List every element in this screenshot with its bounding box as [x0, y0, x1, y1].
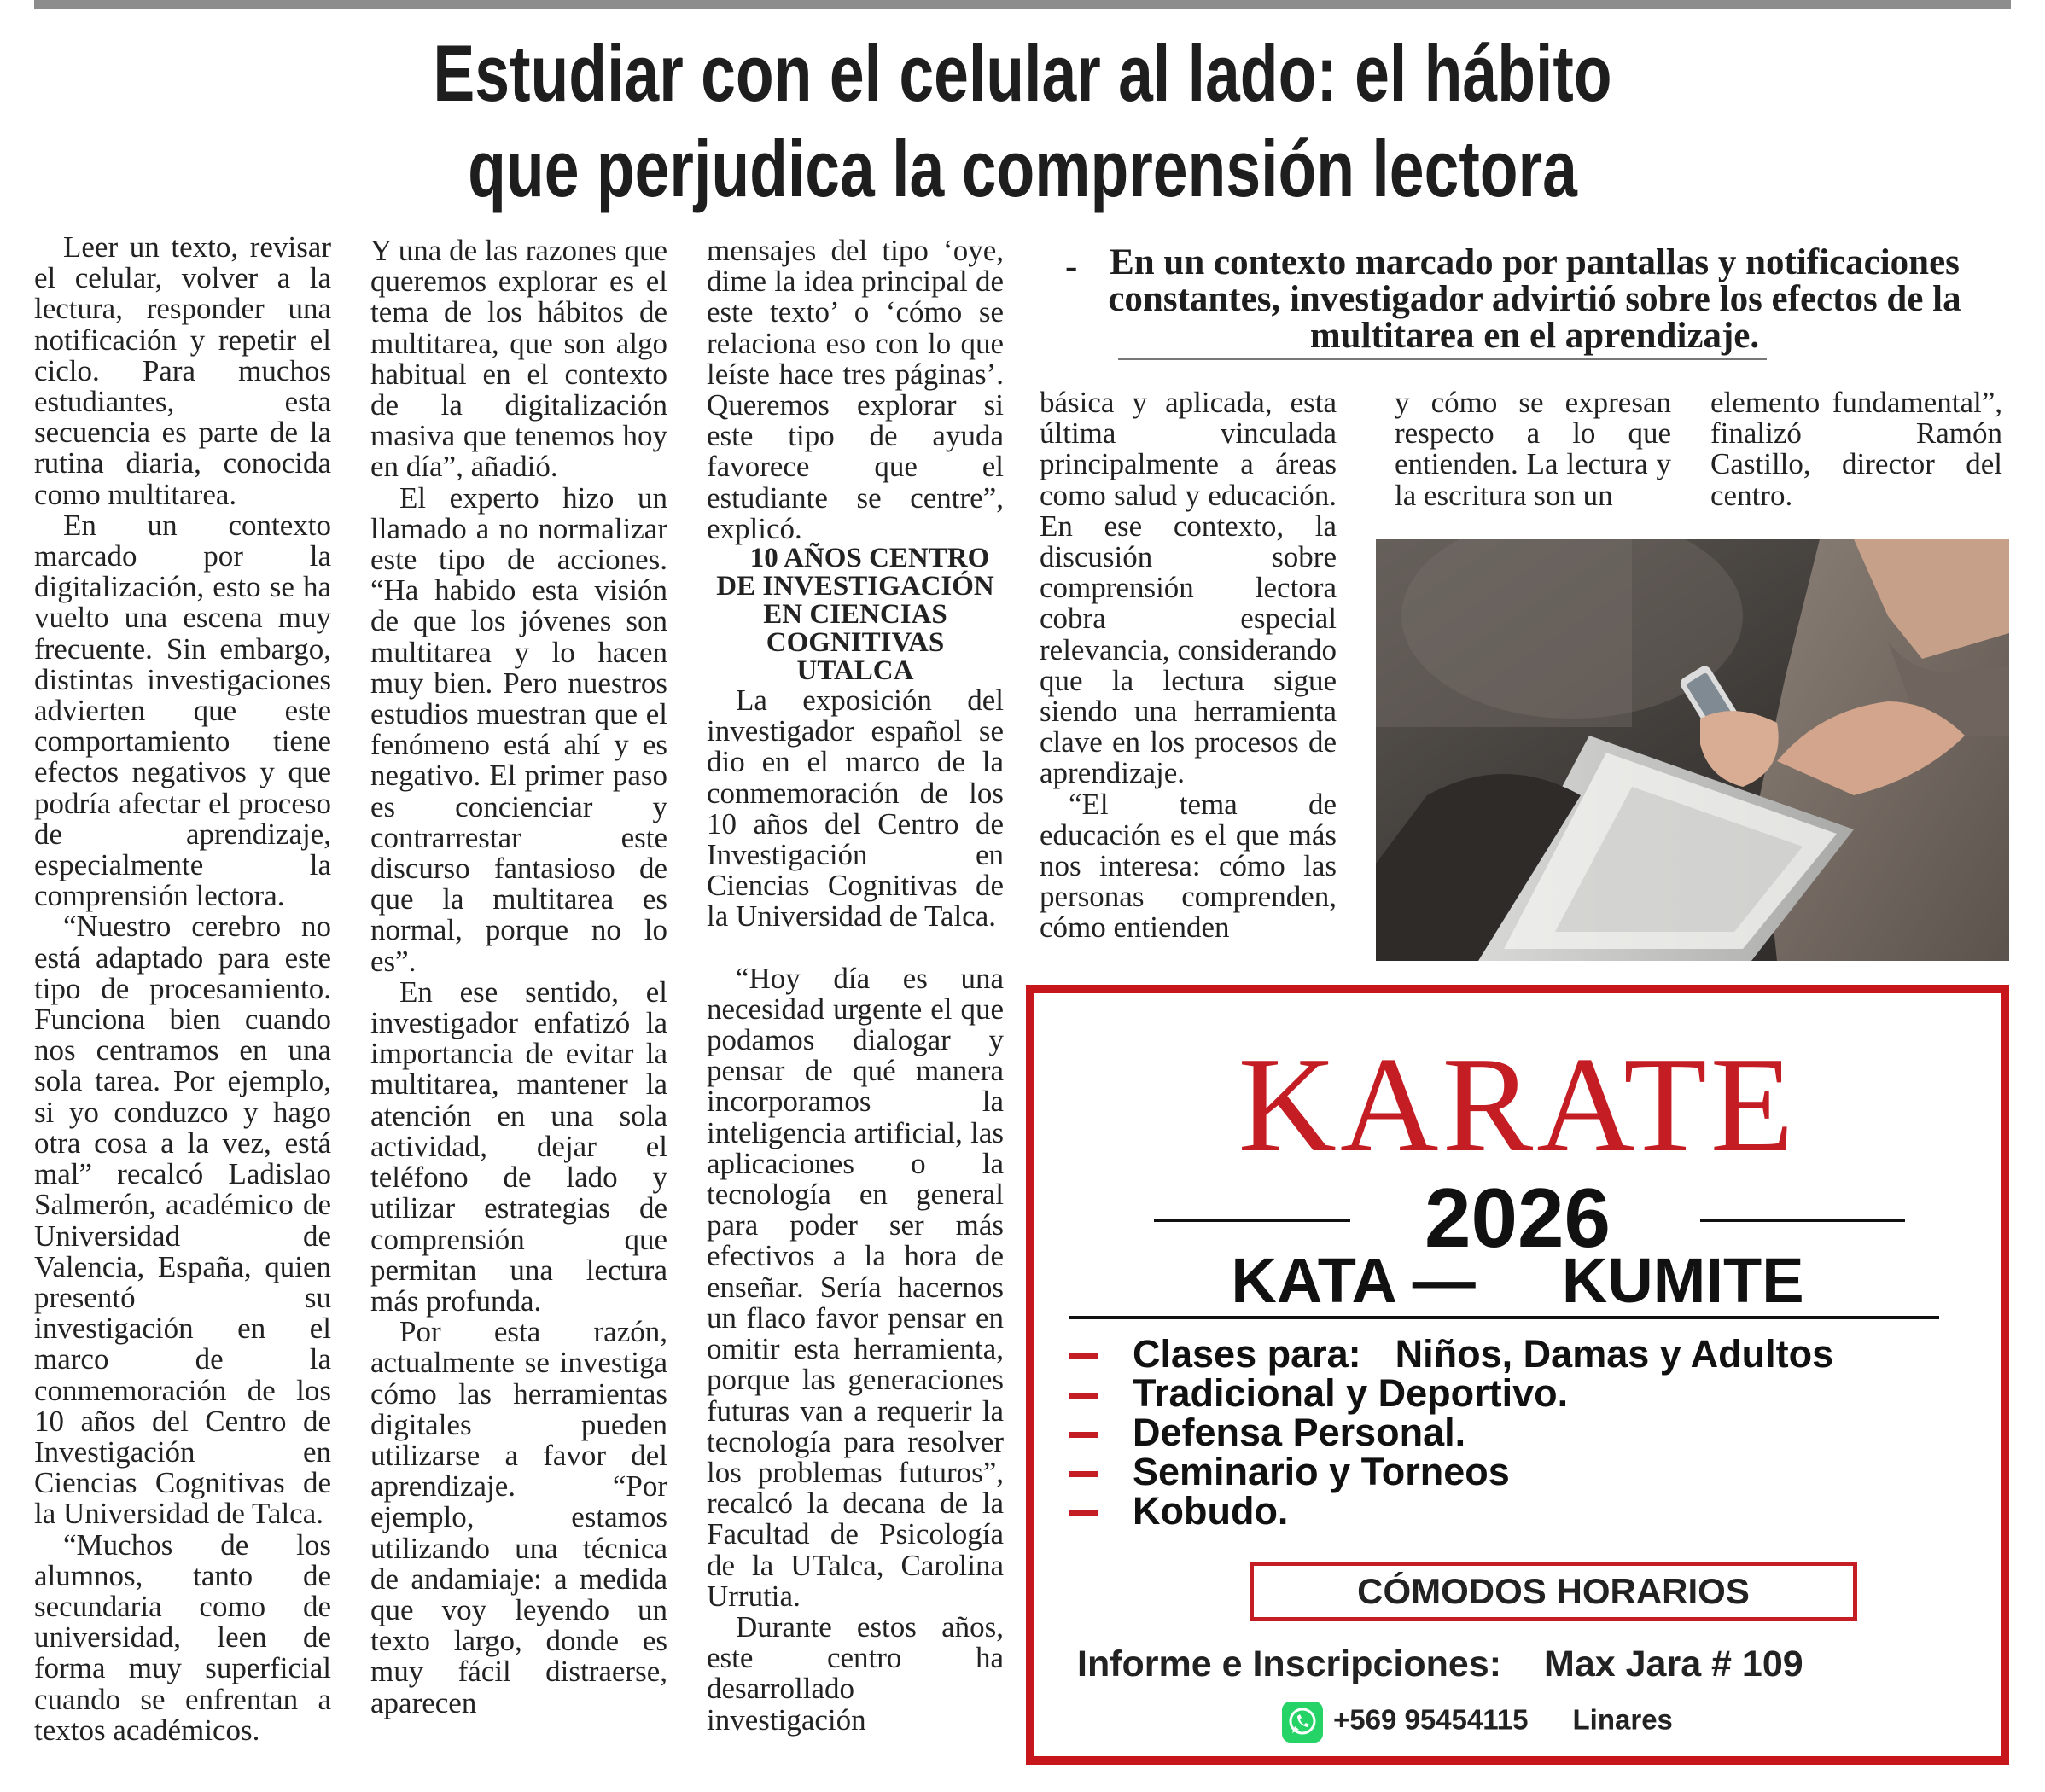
bullet-dash-icon [1069, 1393, 1098, 1399]
article-column-2 [370, 236, 667, 1719]
article-column-1 [34, 232, 331, 1746]
paragraph: En un contexto marcado por la digitalización, esto se ha vuelto una escena muy frecuente. Sin embargo, distintas investigaciones advierten que este comportamiento tiene efectos negativos y que podría afectar el proceso de aprendizaje, especialmente la comprensión lectora. [34, 508, 331, 913]
ad-address: Max Jara # 109 [1544, 1644, 1803, 1684]
paragraph: Por esta razón, actualmente se investiga cómo las herramientas digitales pueden utilizarse a favor del aprendizaje. “Por ejemplo, estamos utilizando una técnica de andamiaje: a medida que voy leyendo un texto largo, donde es muy fácil distraerse, aparecen [370, 1315, 667, 1719]
ad-kata: KATA [1231, 1245, 1395, 1316]
paragraph: mensajes del tipo ‘oye, dime la idea principal de este texto’ o ‘cómo se relaciona eso con lo que leíste hace tres páginas’. Queremos explorar si este tipo de ayuda favorece que el estudiante se centre”, explicó. [707, 234, 1004, 545]
paragraph: “Muchos de los alumnos, tanto de secundaria como de universidad, leen de forma muy superficial cuando se enfrentan a textos académicos. [34, 1527, 331, 1747]
bullet-dash-icon [1069, 1432, 1098, 1438]
article-photo [1376, 539, 2009, 961]
list-item: Kobudo. [1069, 1492, 1833, 1531]
bullet-dash-icon [1069, 1510, 1098, 1516]
article-column-3 [707, 236, 1004, 1736]
ad-rule-right [1700, 1219, 1905, 1222]
paragraph: elemento fundamental”, finalizó Ramón Castillo, director del centro. [1710, 386, 2002, 512]
deck-subheadline: En un contexto marcado por pantallas y notificaciones constantes, investigador advirtió sobre los efectos de la multitarea en el aprendizaje. [1108, 242, 1961, 356]
article-column-5 [1395, 387, 1671, 511]
karate-advertisement [1026, 985, 2009, 1765]
photo-illustration [1376, 539, 2009, 961]
paragraph: “Hoy día es una necesidad urgente el que podamos dialogar y pensar de qué manera incorporamos la inteligencia artificial, las aplicaciones o la tecnología en general para poder ser más efectivos a la hora de enseñar. Sería hacernos un flaco favor pensar en omitir esta herramienta, porque las generaciones futuras van a requerir la tecnología para resolver los problemas futuros”, recalcó la decana de la Facultad de Psicología de la UTalca, Carolina Urrutia. [707, 961, 1004, 1613]
bullet-dash-icon [1069, 1353, 1098, 1359]
list-item: Defensa Personal. [1069, 1413, 1833, 1452]
ad-rule-main [1069, 1316, 1939, 1319]
ad-hours-box: CÓMODOS HORARIOS [1250, 1562, 1857, 1621]
top-rule [34, 0, 2011, 9]
ad-title: KARATE [1238, 1028, 1797, 1180]
ad-contact [1282, 1702, 1673, 1743]
paragraph: Durante estos años, este centro ha desarrollado investigación [707, 1609, 1004, 1737]
paragraph: El experto hizo un llamado a no normalizar este tipo de acciones. “Ha habido esta visión de que los jóvenes son multitarea y lo hacen muy bien. Pero nuestros estudios muestran que el fenómeno está ahí y es negativo. El primer paso es concienciar y contrarrestar este discurso fantasioso de que la multitarea es normal, porque no lo es”. [370, 480, 667, 978]
ad-kumite: KUMITE [1561, 1245, 1804, 1316]
paragraph: Y una de las razones que queremos explorar es el tema de los hábitos de multitarea, que son algo habitual en el contexto de la digitalización masiva que tenemos hoy en día”, añadió. [370, 234, 667, 484]
article-column-6 [1710, 387, 2002, 511]
ad-phone-number: +569 95454115 [1333, 1703, 1529, 1736]
paragraph: básica y aplicada, esta última vinculada principalmente a áreas como salud y educación. En ese contexto, la discusión sobre comprensión lectora cobra especial relevancia, considerando que la lectura sigue siendo una herramienta clave en los procesos de aprendizaje. [1040, 386, 1337, 790]
deck-underline [1118, 358, 1767, 360]
ad-info-label: Informe e Inscripciones: [1077, 1644, 1502, 1684]
ad-year: 2026 [1424, 1171, 1611, 1265]
deck-dash: - [1065, 247, 1078, 287]
paragraph: En ese sentido, el investigador enfatizó la importancia de evitar la multitarea, mantener la atención en una sola actividad, dejar el teléfono de lado y utilizar estrategias de comprensión que permitan una lectura más profunda. [370, 975, 667, 1318]
bullet-dash-icon [1069, 1471, 1098, 1477]
list-item: Tradicional y Deportivo. [1069, 1374, 1833, 1413]
list-item: Clases para: Niños, Damas y Adultos [1069, 1335, 1833, 1374]
ad-feature-list [1069, 1332, 1834, 1533]
article-column-4 [1040, 387, 1337, 944]
ad-disciplines [1034, 1245, 2001, 1316]
section-subhead: 10 AÑOS CENTRO DE INVESTIGACIÓN EN CIENCIAS COGNITIVAS UTALCA [716, 543, 994, 687]
paragraph: “Nuestro cerebro no está adaptado para este tipo de procesamiento. Funciona bien cuando nos centramos en una sola tarea. Por ejemplo, si yo conduzco y hago otra cosa a la vez, está mal” recalcó Ladislao Salmerón, académico de Universidad de Valencia, España, quien presentó su investigación en el marco de la conmemoración de los 10 años del Centro de Investigación en Ciencias Cognitivas de la Universidad de Talca. [34, 910, 331, 1531]
paragraph: y cómo se expresan respecto a lo que entienden. La lectura y la escritura son un [1395, 386, 1671, 512]
list-item: Seminario y Torneos [1069, 1452, 1833, 1492]
paragraph: La exposición del investigador español se dio en el marco de la conmemoración de los 10 años del Centro de Investigación en Ciencias Cognitivas de la Universidad de Talca. [707, 684, 1004, 934]
headline-line-2: que perjudica la comprensión lectora [468, 124, 1577, 213]
paragraph: “El tema de educación es el que más nos interesa: cómo las personas comprenden, cómo entienden [1040, 787, 1337, 945]
headline [225, 26, 1821, 217]
headline-line-1: Estudiar con el celular al lado: el hábito [433, 28, 1612, 118]
whatsapp-icon [1282, 1702, 1323, 1743]
ad-dash: — [1412, 1245, 1476, 1316]
ad-info [1077, 1644, 1803, 1684]
ad-city: Linares [1572, 1703, 1673, 1736]
paragraph: Leer un texto, revisar el celular, volver a la lectura, responder una notificación y repetir el ciclo. Para muchos estudiantes, esta secuencia es parte de la rutina diaria, conocida como multitarea. [34, 230, 331, 511]
